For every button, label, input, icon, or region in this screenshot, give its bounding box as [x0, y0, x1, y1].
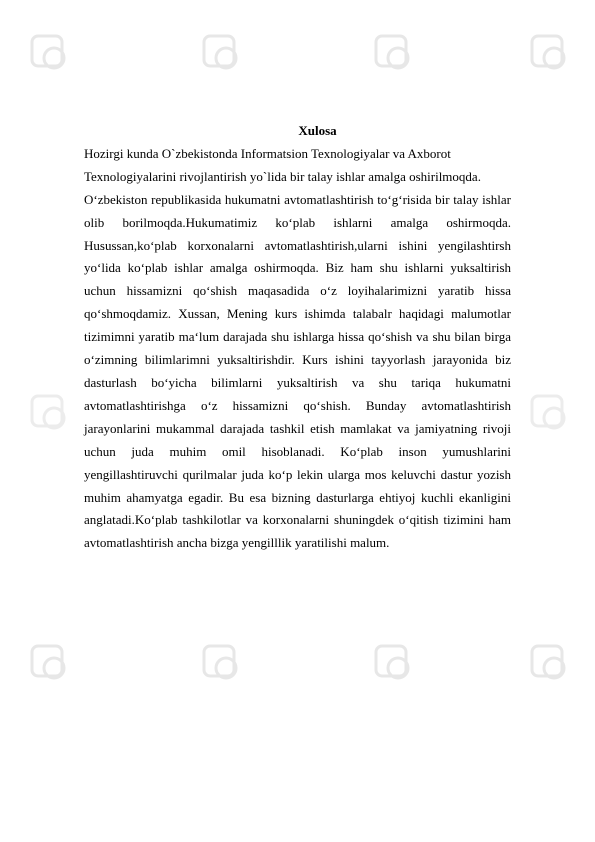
watermark-logo-icon: [200, 640, 244, 684]
intro-line: Hozirgi kunda O`zbekistonda Informatsion Texnologiyalar va Axborot: [84, 145, 451, 161]
watermark-logo-icon: [528, 30, 572, 74]
watermark-logo-icon: [528, 640, 572, 684]
document-title: Xulosa: [298, 123, 337, 138]
watermark-logo-icon: [372, 640, 416, 684]
watermark-logo-icon: [28, 640, 72, 684]
watermark-logo-icon: [28, 30, 72, 74]
watermark-logo-icon: [372, 30, 416, 74]
document-page: [84, 120, 511, 555]
watermark-logo-icon: [528, 390, 572, 434]
watermark-logo-icon: [200, 30, 244, 74]
body-paragraph: O‘zbekiston republikasida hukumatni avtomatlashtirish to‘g‘risida bir talay ishlar olib borilmoqda.Hukumatimiz ko‘plab ishlarni amalga oshirmoqda. Husussan,ko‘plab korxonalarni avtomatlashtirish,ularni ishini yengilashtirsh yo‘lida ko‘plab ishlar amalga oshirmoqda. Biz ham shu ishlarni yuksaltirish uchun hissamizni qo‘shish maqasadida o‘z loyihalarimizni yaratib hissa qo‘shmoqdamiz. Xussan, Mening kurs ishimda talabalr haqidagi malumotlar tizimimni yaratib ma‘lum darajada shu ishlarga hissa qo‘shish va shu bilan birga o‘zimning bilimlarimni yuksaltirishdir. Kurs ishini tayyorlash jarayonida biz dasturlash bo‘yicha bilimlarni yuksaltirish va shu tariqa hukumatni avtomatlashtirishga o‘z hissamizni qo‘shish. Bunday avtomatlashtirish jarayonlarini mukammal darajada tashkil etish mamlakat va jamiyatning rivoji uchun juda muhim omil hisoblanadi. Ko‘plab inson yumushlarini yengillashtiruvchi qurilmalar juda ko‘p lekin ularga mos keluvchi dastur yozish muhim ahamyatga egadir. Bu esa bizning dasturlarga ehtiyoj kuchli ekanligini anglatadi.Ko‘plab tashkilotlar va korxonalarni shuningdek o‘qitish tizimini ham avtomatlashtirish ancha bizga yengilllik yaratilishi malum.: [84, 191, 511, 551]
intro-line: Texnologiyalarini rivojlantirish yo`lida bir talay ishlar amalga oshirilmoqda.: [84, 168, 481, 184]
watermark-logo-icon: [28, 390, 72, 434]
